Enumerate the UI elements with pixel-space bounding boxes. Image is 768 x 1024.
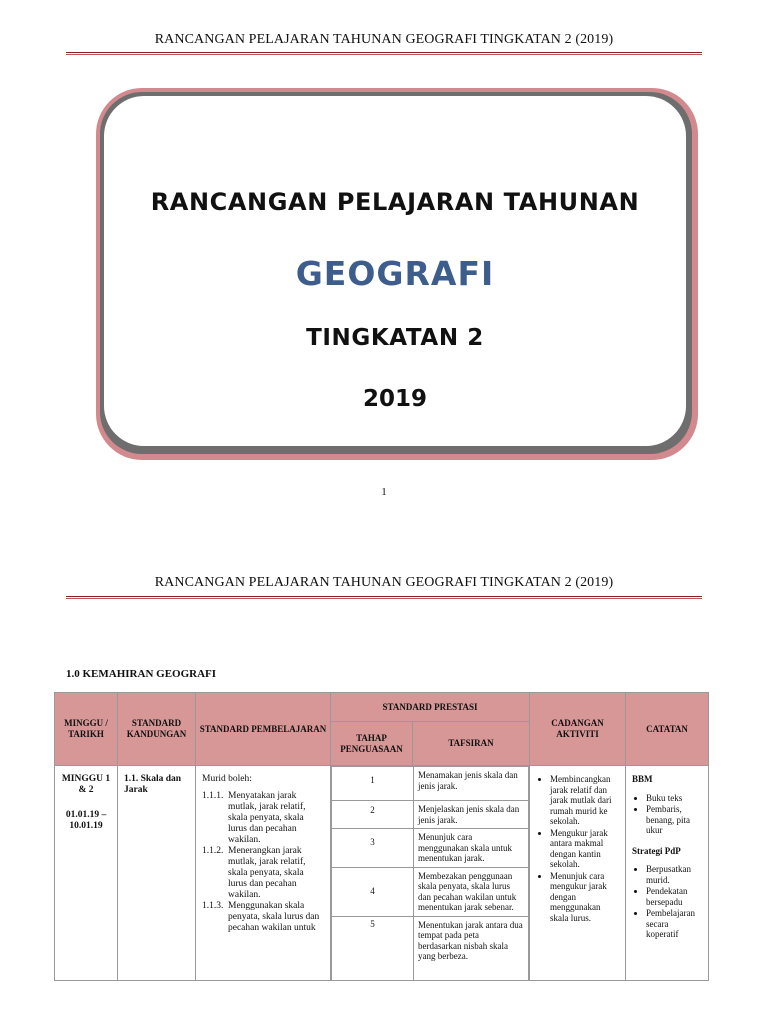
pembelajaran-intro: Murid boleh: — [202, 774, 252, 784]
tahap-value: 1 — [332, 767, 414, 801]
lesson-plan-table — [54, 692, 709, 981]
catatan-bbm-item: • Buku teks — [646, 793, 702, 804]
running-header: RANCANGAN PELAJARAN TAHUNAN GEOGRAFI TINGKATAN 2 (2019) — [154, 32, 614, 47]
pembelajaran-list — [202, 791, 324, 934]
kandungan-text: 1.1. Skala dan Jarak — [124, 774, 182, 795]
pembelajaran-item — [202, 846, 324, 901]
prestasi-row — [332, 916, 529, 980]
pembelajaran-num: 1.1.3. — [202, 901, 224, 911]
catatan-bbm-heading: BBM — [632, 774, 653, 784]
cover-subject: GEOGRAFI — [295, 254, 495, 293]
prestasi-row — [332, 767, 529, 801]
pembelajaran-text: Menyatakan jarak mutlak, jarak relatif, skala penyata, skala lurus dan pecahan wakilan. — [228, 791, 306, 845]
date-range: 01.01.19 – 10.01.19 — [65, 810, 107, 831]
cover-box — [104, 96, 686, 446]
cover-title: RANCANGAN PELAJARAN TAHUNAN — [150, 188, 640, 216]
catatan-strategi-item: • Pembelajaran secara koperatif — [646, 908, 702, 940]
aktiviti-item: • Menunjuk cara mengukur jarak dengan menggunakan skala lurus. — [550, 871, 619, 924]
running-header-page-2: RANCANGAN PELAJARAN TAHUNAN GEOGRAFI TINGKATAN 2 (2019) — [154, 575, 614, 590]
header-pembelajaran: STANDARD PEMBELAJARAN — [196, 693, 331, 766]
header-tafsiran: TAFSIRAN — [413, 722, 530, 766]
prestasi-row — [332, 829, 529, 868]
prestasi-table — [331, 766, 529, 981]
prestasi-row — [332, 801, 529, 829]
tahap-value: 2 — [332, 801, 414, 829]
header-catatan: CATATAN — [626, 693, 709, 766]
aktiviti-item: • Membincangkan jarak relatif dan jarak mutlak dari rumah murid ke sekolah. — [550, 774, 619, 827]
header-minggu: MINGGU / TARIKH — [55, 693, 118, 766]
section-heading: 1.0 KEMAHIRAN GEOGRAFI — [66, 668, 217, 680]
header-rule-page-2 — [66, 596, 702, 599]
catatan-bbm-item: • Pembaris, benang, pita ukur — [646, 804, 702, 836]
tahap-value: 4 — [332, 867, 414, 916]
aktiviti-list — [536, 774, 619, 923]
catatan-cell — [626, 766, 709, 981]
catatan-strategi-list — [632, 864, 702, 940]
pembelajaran-num: 1.1.1. — [202, 791, 224, 801]
catatan-strategi-item: • Berpusatkan murid. — [646, 864, 702, 885]
catatan-strategi-item: • Pendekatan bersepadu — [646, 886, 702, 907]
catatan-strategi-heading: Strategi PdP — [632, 845, 681, 856]
catatan-bbm-list — [632, 793, 702, 836]
cover-form: TINGKATAN 2 — [306, 325, 484, 351]
kandungan-cell — [118, 766, 196, 981]
tafsiran-text: Menunjuk cara menggunakan skala untuk menentukan jarak. — [414, 829, 529, 868]
pembelajaran-text: Menggunakan skala penyata, skala lurus dan pecahan wakilan untuk — [228, 901, 320, 933]
tafsiran-text: Membezakan penggunaan skala penyata, skala lurus dan pecahan wakilan untuk menentukan jarak sebenar. — [414, 867, 529, 916]
header-rule — [66, 52, 702, 55]
aktiviti-item: • Mengukur jarak antara makmal dengan kantin sekolah. — [550, 828, 619, 870]
week-cell — [55, 766, 118, 981]
prestasi-row — [332, 867, 529, 916]
tafsiran-text: Menamakan jenis skala dan jenis jarak. — [414, 767, 529, 801]
tahap-value: 3 — [332, 829, 414, 868]
tahap-value: 5 — [332, 916, 414, 980]
header-tahap: TAHAP PENGUASAAN — [331, 722, 413, 766]
aktiviti-cell — [530, 766, 626, 981]
prestasi-cell — [331, 766, 530, 981]
header-kandungan: STANDARD KANDUNGAN — [118, 693, 196, 766]
pembelajaran-item — [202, 901, 324, 934]
page-number: 1 — [381, 486, 387, 498]
pembelajaran-item — [202, 791, 324, 846]
tafsiran-text: Menentukan jarak antara dua tempat pada peta berdasarkan nisbah skala yang berbeza. — [414, 916, 529, 980]
week-label: MINGGU 1 & 2 — [61, 774, 111, 795]
pembelajaran-cell — [196, 766, 331, 981]
header-prestasi: STANDARD PRESTASI — [331, 693, 530, 722]
cover-year: 2019 — [362, 386, 427, 412]
header-aktiviti: CADANGAN AKTIVITI — [530, 693, 626, 766]
pembelajaran-num: 1.1.2. — [202, 846, 224, 856]
pembelajaran-text: Menerangkan jarak mutlak, jarak relatif, skala penyata, skala lurus dan pecahan wakilan. — [228, 846, 306, 900]
tafsiran-text: Menjelaskan jenis skala dan jenis jarak. — [414, 801, 529, 829]
